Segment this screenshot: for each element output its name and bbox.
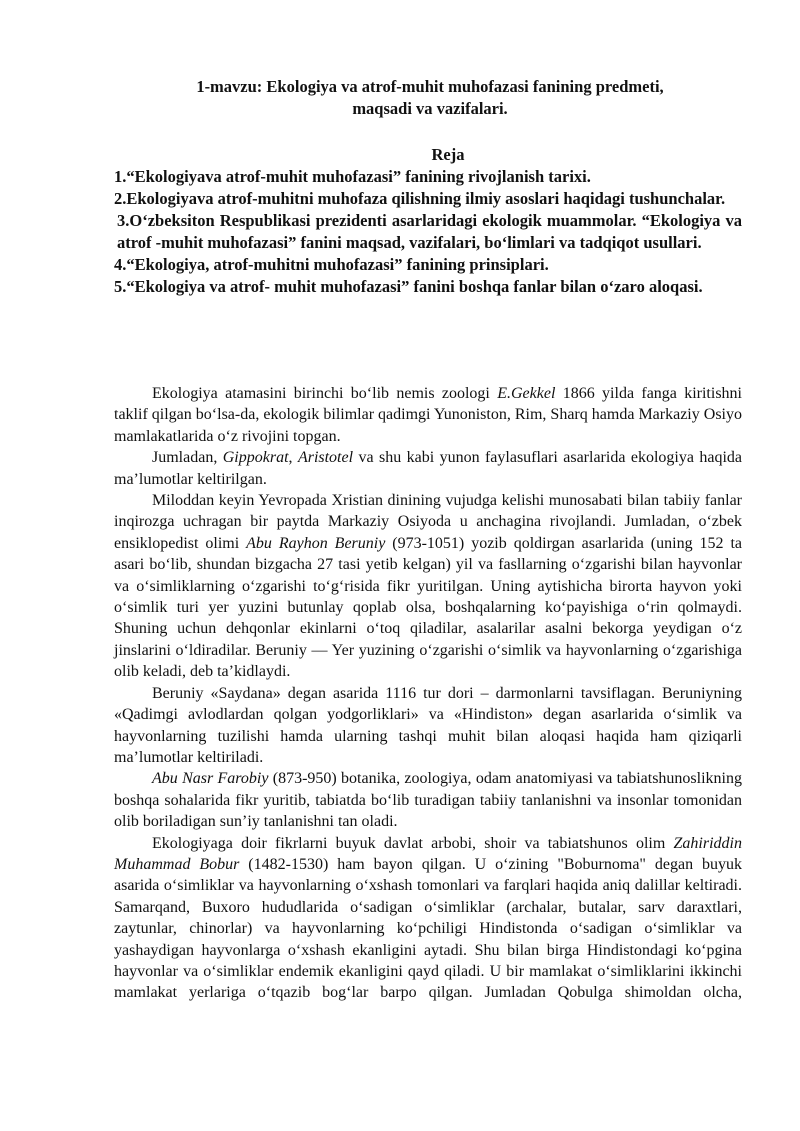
separator-text: , <box>288 449 298 467</box>
paragraph-4 <box>114 683 742 769</box>
person-name: Abu Rayhon Beruniy <box>246 534 386 552</box>
title-line-1: 1-mavzu: Ekologiya va atrof-muhit muhofazasi fanining predmeti, <box>196 77 664 96</box>
paragraph-text: Beruniy «Saydana» degan asarida 1116 tur dori – darmonlarni tavsiflagan. Beruniyning «Qadimgi avlodlardan qolgan yodgorliklari» va «Hindiston» degan asarlarida o‘simlik va hayvonlarning tuzilishi hamda ularning tashqi muhit bilan aloqasi haqida ham qiziqarli ma’lumotlar keltiriladi. <box>114 684 742 766</box>
body-text <box>114 383 742 1004</box>
page-title <box>120 76 740 120</box>
title-line-2: maqsadi va vazifalari. <box>352 99 508 118</box>
plan-item-2: 2.Ekologiyava atrof-muhitni muhofaza qilishning ilmiy asoslari haqidagi tushunchalar. <box>114 189 726 208</box>
paragraph-text: Jumladan, <box>152 449 223 467</box>
person-name: Zahiriddin Muhammad Bobur <box>114 834 742 873</box>
paragraph-2 <box>114 447 742 490</box>
paragraph-text: 1866 yilda fanga kiritishni taklif qilgan bo‘lsa-da, ekologik bilimlar qadimgi Yunoniston, Rim, Sharq hamda Markaziy Osiyo mamlakatlarida o‘z rivojini topgan. <box>114 385 742 445</box>
person-name: Gippokrat <box>222 449 289 467</box>
plan-item-3: 3.O‘zbeksiton Respublikasi prezidenti asarlaridagi ekologik muammolar. “Ekologiya va atrof -muhit muhofazasi” fanini maqsad, vazifalari, bo‘limlari va tadqiqot usullari. <box>117 211 742 252</box>
plan-item-4: 4.“Ekologiya, atrof-muhitni muhofazasi” fanining prinsiplari. <box>114 255 549 274</box>
paragraph-text: (973-1051) yozib qoldirgan asarlarida (uning 152 ta asari bo‘lib, shundan bizgacha 27 tasi yetib kelgan) yil va fasllarning o‘zgarishi bilan hayvonlar va o‘simliklarning o‘zgarishi to‘g‘risida fikr yuritilgan. Uning aytishicha birorta hayvon yoki o‘simlik turi yer yuzini butunlay qoplab olsa, boshqalarning ko‘payishiga o‘rin qolmaydi. Shuning uchun dehqonlar ekinlarni o‘toq qiladilar, asalarilar asalni bekorga yeydigan o‘z jinslarini o‘ldiradilar. Beruniy — Yer yuzining o‘zgarishi o‘simlik va hayvonlarning o‘zgarishiga olib keladi, deb ta’kidlaydi. <box>114 534 743 681</box>
plan-heading: Reja <box>431 145 465 164</box>
plan-list <box>114 166 742 298</box>
paragraph-text: Ekologiya atamasini birinchi bo‘lib nemis zoologi <box>152 385 498 402</box>
paragraph-text: (1482-1530) ham bayon qilgan. U o‘zining "Boburnoma" degan buyuk asarida o‘simliklar va hayvonlarning o‘xshash tomonlari va farqlari haqida aniq dalillar keltiradi. Samarqand, Buxoro hududlarida o‘sadigan o‘simliklar (archalar, butalar, sarv daraxtlari, zaytunlar, chinorlar) va hayvonlarning ko‘pchiligi Hindistonda o‘sadigan o‘simliklar va yashaydigan hayvonlarga o‘xshash ekanligini aytadi. Shu bilan birga Hindistondagi ko‘pgina hayvonlar va o‘simliklar endemik ekanligini qayd qiladi. U bir mamlakat o‘simliklarini ikkinchi mamlakat yerlariga o‘tqazib bog‘lar barpo qilgan. Jumladan Qobulga shimoldan olcha, <box>114 855 743 1002</box>
paragraph-6 <box>114 833 742 1004</box>
person-name: Abu Nasr Farobiy <box>152 770 269 788</box>
plan-item-5: 5.“Ekologiya va atrof- muhit muhofazasi” fanini boshqa fanlar bilan o‘zaro aloqasi. <box>114 277 703 296</box>
paragraph-3 <box>114 490 742 683</box>
paragraph-text: va shu kabi yunon faylasuflari asarlarida ekologiya haqida ma’lumotlar keltirilgan. <box>114 449 742 488</box>
person-name: Aristotel <box>297 449 354 467</box>
paragraph-text: (873-950) botanika, zoologiya, odam anatomiyasi va tabiatshunoslikning boshqa sohalarida fikr yuritib, tabiatda bo‘lib turadigan tabiiy tanlanishni va insonlar tomonidan olib boriladigan sun’iy tanlanishni tan oladi. <box>114 770 742 831</box>
paragraph-5 <box>114 768 742 832</box>
plan-heading-wrap <box>0 145 800 165</box>
paragraph-text: Ekologiyaga doir fikrlarni buyuk davlat arbobi, shoir va tabiatshunos olim <box>152 834 674 852</box>
paragraph-text: Miloddan keyin Yevropada Xristian dinining vujudga kelishi munosabati bilan tabiiy fanlar inqirozga uchragan bir paytda Markaziy Osiyoda u anchagina rivojlandi. Jumladan, o‘zbek ensiklopedist olimi <box>114 492 742 552</box>
person-name: E.Gekkel <box>497 385 556 402</box>
plan-item-1: 1.“Ekologiyava atrof-muhit muhofazasi” fanining rivojlanish tarixi. <box>114 167 591 186</box>
paragraph-1 <box>114 383 742 447</box>
